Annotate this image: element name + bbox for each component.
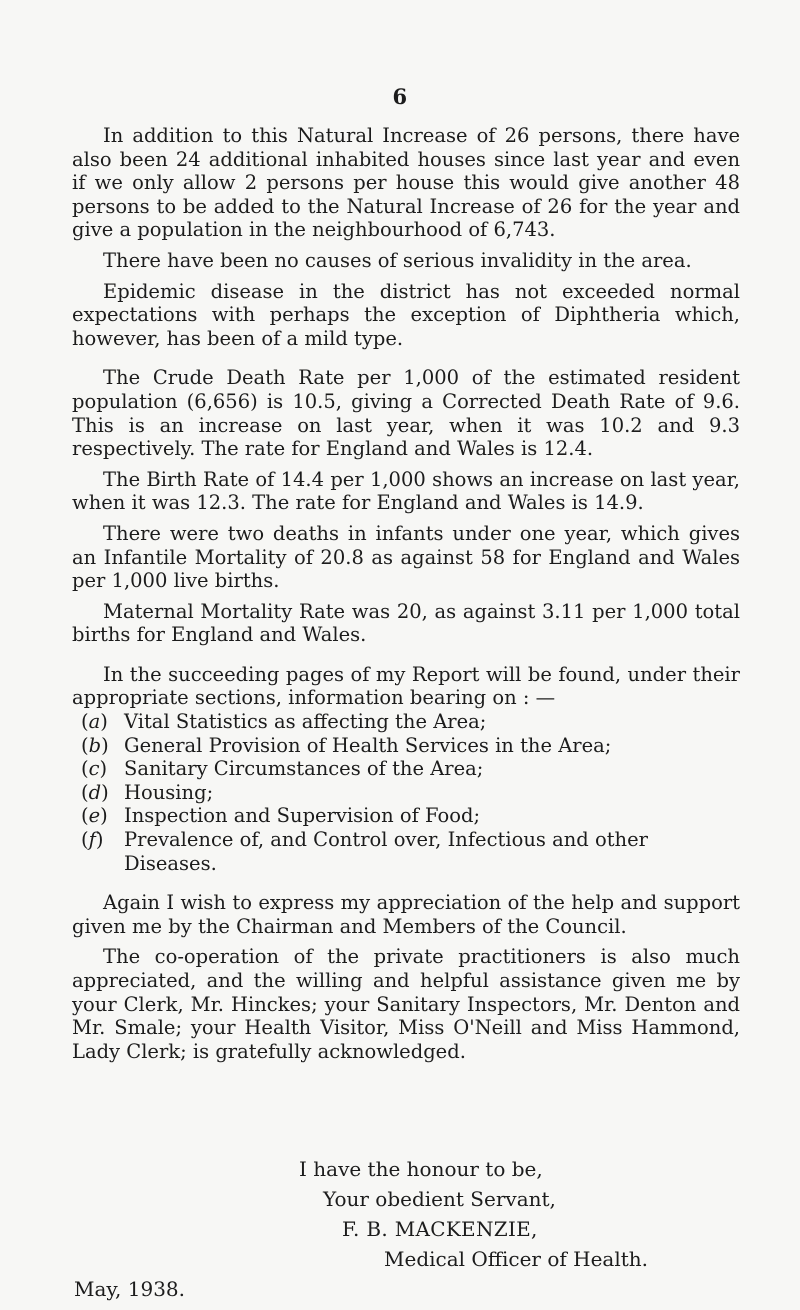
list-marker: (e) — [81, 804, 108, 828]
paragraph-list-intro: In the succeeding pages of my Report will be found, under their appropriate sections, information bearing on : — — [72, 662, 740, 710]
report-body — [72, 124, 740, 1063]
report-date: May, 1938. — [74, 1277, 186, 1301]
list-item — [72, 757, 740, 781]
paragraph-maternal-mortality: Maternal Mortality Rate was 20, as against 3.11 per 1,000 total births for England and Wales. — [72, 599, 740, 647]
paragraph-cooperation: The co-operation of the private practitioners is also much appreciated, and the willing and helpful assistance given me by your Clerk, Mr. Hinckes; your Sanitary Inspectors, Mr. Denton and Mr. Smale; your Health Visitor, Miss O'Neill and Miss Hammond, Lady Clerk; is gratefully acknowledged. — [72, 945, 740, 1063]
page-number: 6 — [392, 84, 408, 109]
list-marker: (f) — [81, 828, 104, 852]
signature-name: F. B. MACKENZIE, — [342, 1217, 538, 1241]
section-list — [72, 710, 740, 875]
list-item — [72, 734, 740, 758]
list-item-text: Sanitary Circumstances of the Area; — [124, 757, 484, 781]
list-item-text: Inspection and Supervision of Food; — [124, 804, 481, 828]
paragraph-natural-increase: In addition to this Natural Increase of 26 persons, there have also been 24 additional inhabited houses since last year and even if we only allow 2 persons per house this would give another 48 persons to be added to the Natural Increase of 26 for the year and give a population in the neighbourhood of 6,743. — [72, 124, 740, 242]
list-marker: (c) — [81, 757, 108, 781]
list-marker: (a) — [81, 710, 108, 734]
paragraph-epidemic: Epidemic disease in the district has not exceeded normal expectations with perhaps the exception of Diphtheria which, however, has been of a mild type. — [72, 279, 740, 350]
list-marker: (b) — [81, 733, 109, 757]
signature-title: Medical Officer of Health. — [384, 1247, 649, 1271]
list-marker: (d) — [81, 780, 109, 804]
paragraph-infant-mortality: There were two deaths in infants under one year, which gives an Infantile Mortality of 20.8 as against 58 for England and Wales per 1,000 live births. — [72, 521, 740, 593]
paragraph-invalidity: There have been no causes of serious invalidity in the area. — [103, 248, 692, 272]
list-item-text: Prevalence of, and Control over, Infectious and other Diseases. — [124, 828, 648, 875]
signature-servant: Your obedient Servant, — [323, 1187, 556, 1211]
list-item-text: Housing; — [124, 780, 214, 804]
paragraph-death-rate: The Crude Death Rate per 1,000 of the estimated resident population (6,656) is 10.5, giving a Corrected Death Rate of 9.6. This is an increase on last year, when it was 10.2 and 9.3 respectively. The rate for England and Wales is 12.4. — [72, 366, 740, 461]
list-item — [72, 804, 740, 828]
list-item — [72, 710, 740, 734]
list-item — [72, 781, 740, 805]
list-item-text: General Provision of Health Services in the Area; — [124, 733, 612, 757]
paragraph-birth-rate: The Birth Rate of 14.4 per 1,000 shows an increase on last year, when it was 12.3. The rate for England and Wales is 14.9. — [72, 467, 740, 515]
list-item — [72, 828, 740, 875]
list-item-text: Vital Statistics as affecting the Area; — [124, 710, 487, 734]
signature-salutation: I have the honour to be, — [299, 1157, 543, 1181]
paragraph-appreciation: Again I wish to express my appreciation of the help and support given me by the Chairman and Members of the Council. — [72, 891, 740, 938]
